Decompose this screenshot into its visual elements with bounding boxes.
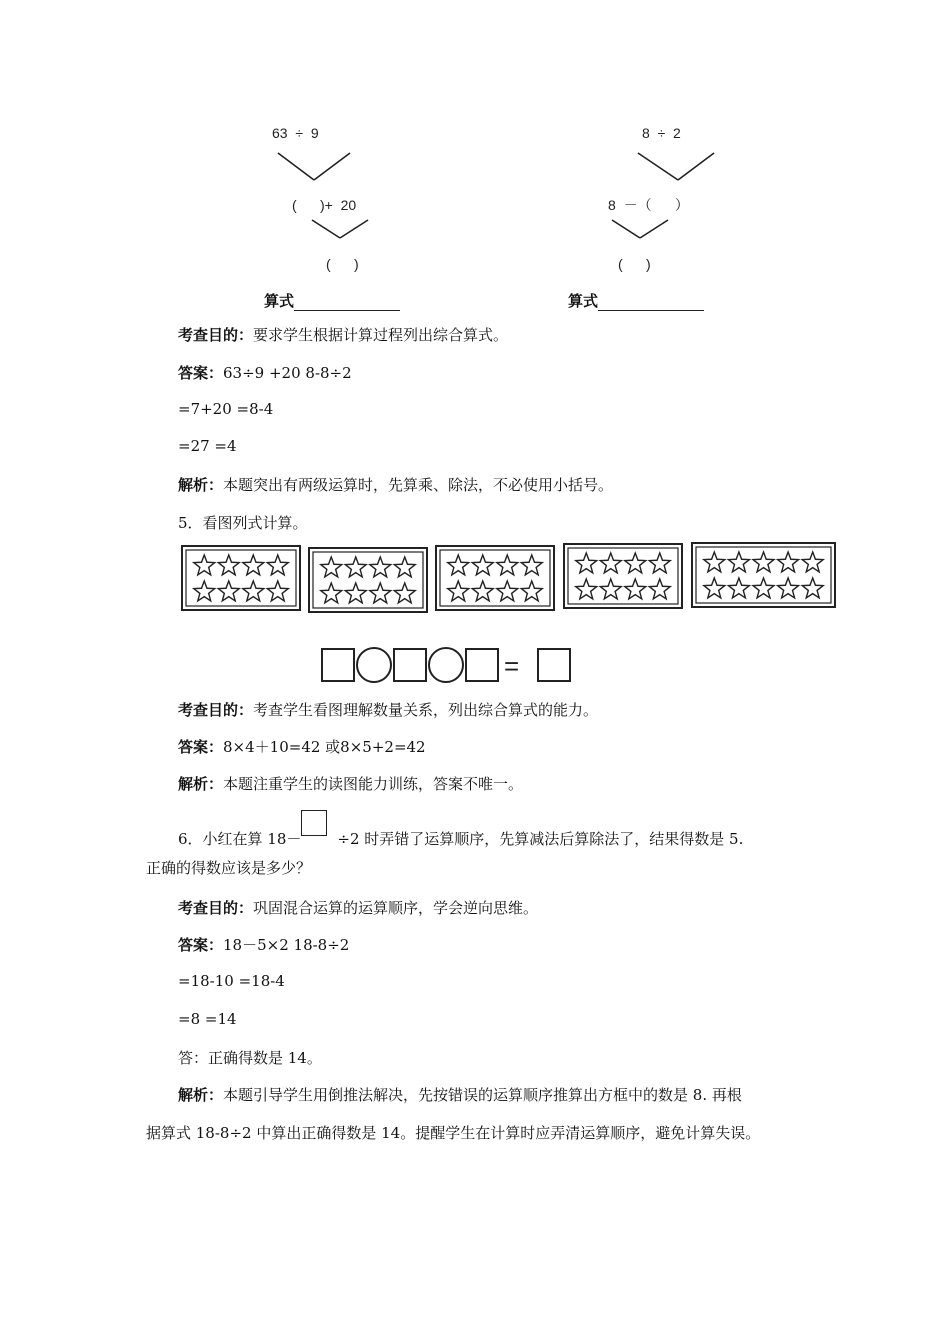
q4-answer-line1: 答案：63÷9 +20 8-8÷2: [178, 364, 352, 382]
tree-left-top: 63 ÷ 9: [272, 125, 319, 141]
star-icon: [728, 578, 749, 598]
star-icon: [704, 578, 725, 598]
star-box-5: [692, 543, 835, 607]
q6-analysis-line2: 据算式 18-8÷2 中算出正确得数是 14。提醒学生在计算时应弄清运算顺序，避免计算失误。: [146, 1124, 761, 1142]
star-icon: [521, 581, 542, 601]
equation-shapes: [318, 644, 578, 688]
star-icon: [267, 555, 288, 575]
star-icon: [321, 583, 342, 603]
star-icon: [243, 555, 264, 575]
q6-answer-line4: 答：正确得数是 14。: [178, 1049, 322, 1067]
star-icon: [394, 583, 415, 603]
tree-right-mid: 8 －（ ）: [608, 197, 689, 213]
q6-answer-line1: 答案：18－5×2 18-8÷2: [178, 936, 350, 954]
star-icon: [321, 557, 342, 577]
star-icon: [345, 583, 366, 603]
star-icon: [394, 557, 415, 577]
star-icon: [753, 552, 774, 572]
star-box-1: [182, 546, 300, 610]
q4-answer-line3: =27 =4: [178, 437, 237, 455]
q4-analysis: 解析：本题突出有两级运算时，先算乘、除法，不必使用小括号。: [178, 476, 614, 494]
q5-analysis: 解析：本题注重学生的读图能力训练，答案不唯一。: [178, 775, 524, 793]
star-icon: [497, 555, 518, 575]
formula-label-left: 算式: [264, 290, 400, 311]
star-icon: [625, 553, 646, 573]
tree-left-mid: ( )+ 20: [292, 197, 357, 213]
star-box-3: [436, 546, 554, 610]
star-icon: [194, 581, 215, 601]
star-icon: [218, 555, 239, 575]
star-icon: [243, 581, 264, 601]
equation-box-2[interactable]: [394, 649, 426, 681]
star-icon: [448, 581, 469, 601]
star-icon: [521, 555, 542, 575]
q5-purpose: 考查目的：考查学生看图理解数量关系，列出综合算式的能力。: [178, 701, 599, 719]
star-icon: [472, 555, 493, 575]
calc-tree-right: [590, 118, 770, 318]
equation-circle-2[interactable]: [429, 648, 463, 682]
equation-circle-1[interactable]: [357, 648, 391, 682]
tree-right-bottom: ( ): [618, 256, 651, 272]
equation-box-1[interactable]: [322, 649, 354, 681]
q6-answer-line3: =8 =14: [178, 1010, 237, 1028]
star-icon: [600, 553, 621, 573]
equation-box-3[interactable]: [466, 649, 498, 681]
star-icon: [704, 552, 725, 572]
star-icon: [497, 581, 518, 601]
q4-purpose: 考查目的：要求学生根据计算过程列出综合算式。: [178, 326, 509, 344]
q6-question-line1: 6．小红在算 18－ ÷2 时弄错了运算顺序，先算减法后算除法了，结果得数是 5.: [178, 820, 743, 849]
star-icon: [370, 557, 391, 577]
star-boxes-figure: [178, 538, 843, 618]
formula-label-right: 算式: [568, 290, 704, 311]
formula-blank-right[interactable]: [598, 296, 704, 311]
tree-left-bottom: ( ): [326, 256, 359, 272]
star-icon: [218, 581, 239, 601]
star-icon: [802, 552, 823, 572]
star-icon: [370, 583, 391, 603]
calc-tree-left: [250, 118, 430, 318]
q6-blank-box[interactable]: [301, 810, 327, 836]
star-icon: [778, 578, 799, 598]
q6-question-line2: 正确的得数应该是多少？: [146, 859, 312, 877]
equals-sign: =: [504, 651, 520, 681]
star-icon: [576, 553, 597, 573]
star-icon: [728, 552, 749, 572]
star-icon: [194, 555, 215, 575]
star-icon: [778, 552, 799, 572]
equation-box-result[interactable]: [538, 649, 570, 681]
star-icon: [267, 581, 288, 601]
star-icon: [472, 581, 493, 601]
star-icon: [576, 579, 597, 599]
q5-title: 5．看图列式计算。: [178, 514, 308, 532]
star-icon: [448, 555, 469, 575]
q5-answer: 答案：8×4＋10=42 或8×5+2=42: [178, 738, 426, 756]
star-icon: [625, 579, 646, 599]
star-icon: [345, 557, 366, 577]
star-icon: [600, 579, 621, 599]
star-icon: [802, 578, 823, 598]
star-box-2: [309, 548, 427, 612]
q6-purpose: 考查目的：巩固混合运算的运算顺序，学会逆向思维。: [178, 899, 539, 917]
q6-analysis-line1: 解析：本题引导学生用倒推法解决，先按错误的运算顺序推算出方框中的数是 8. 再根: [178, 1086, 742, 1104]
star-box-4: [564, 544, 682, 608]
star-icon: [649, 553, 670, 573]
q6-answer-line2: =18-10 =18-4: [178, 972, 285, 990]
star-icon: [649, 579, 670, 599]
formula-blank-left[interactable]: [294, 296, 400, 311]
tree-right-top: 8 ÷ 2: [642, 125, 681, 141]
q4-answer-line2: =7+20 =8-4: [178, 400, 274, 418]
star-icon: [753, 578, 774, 598]
